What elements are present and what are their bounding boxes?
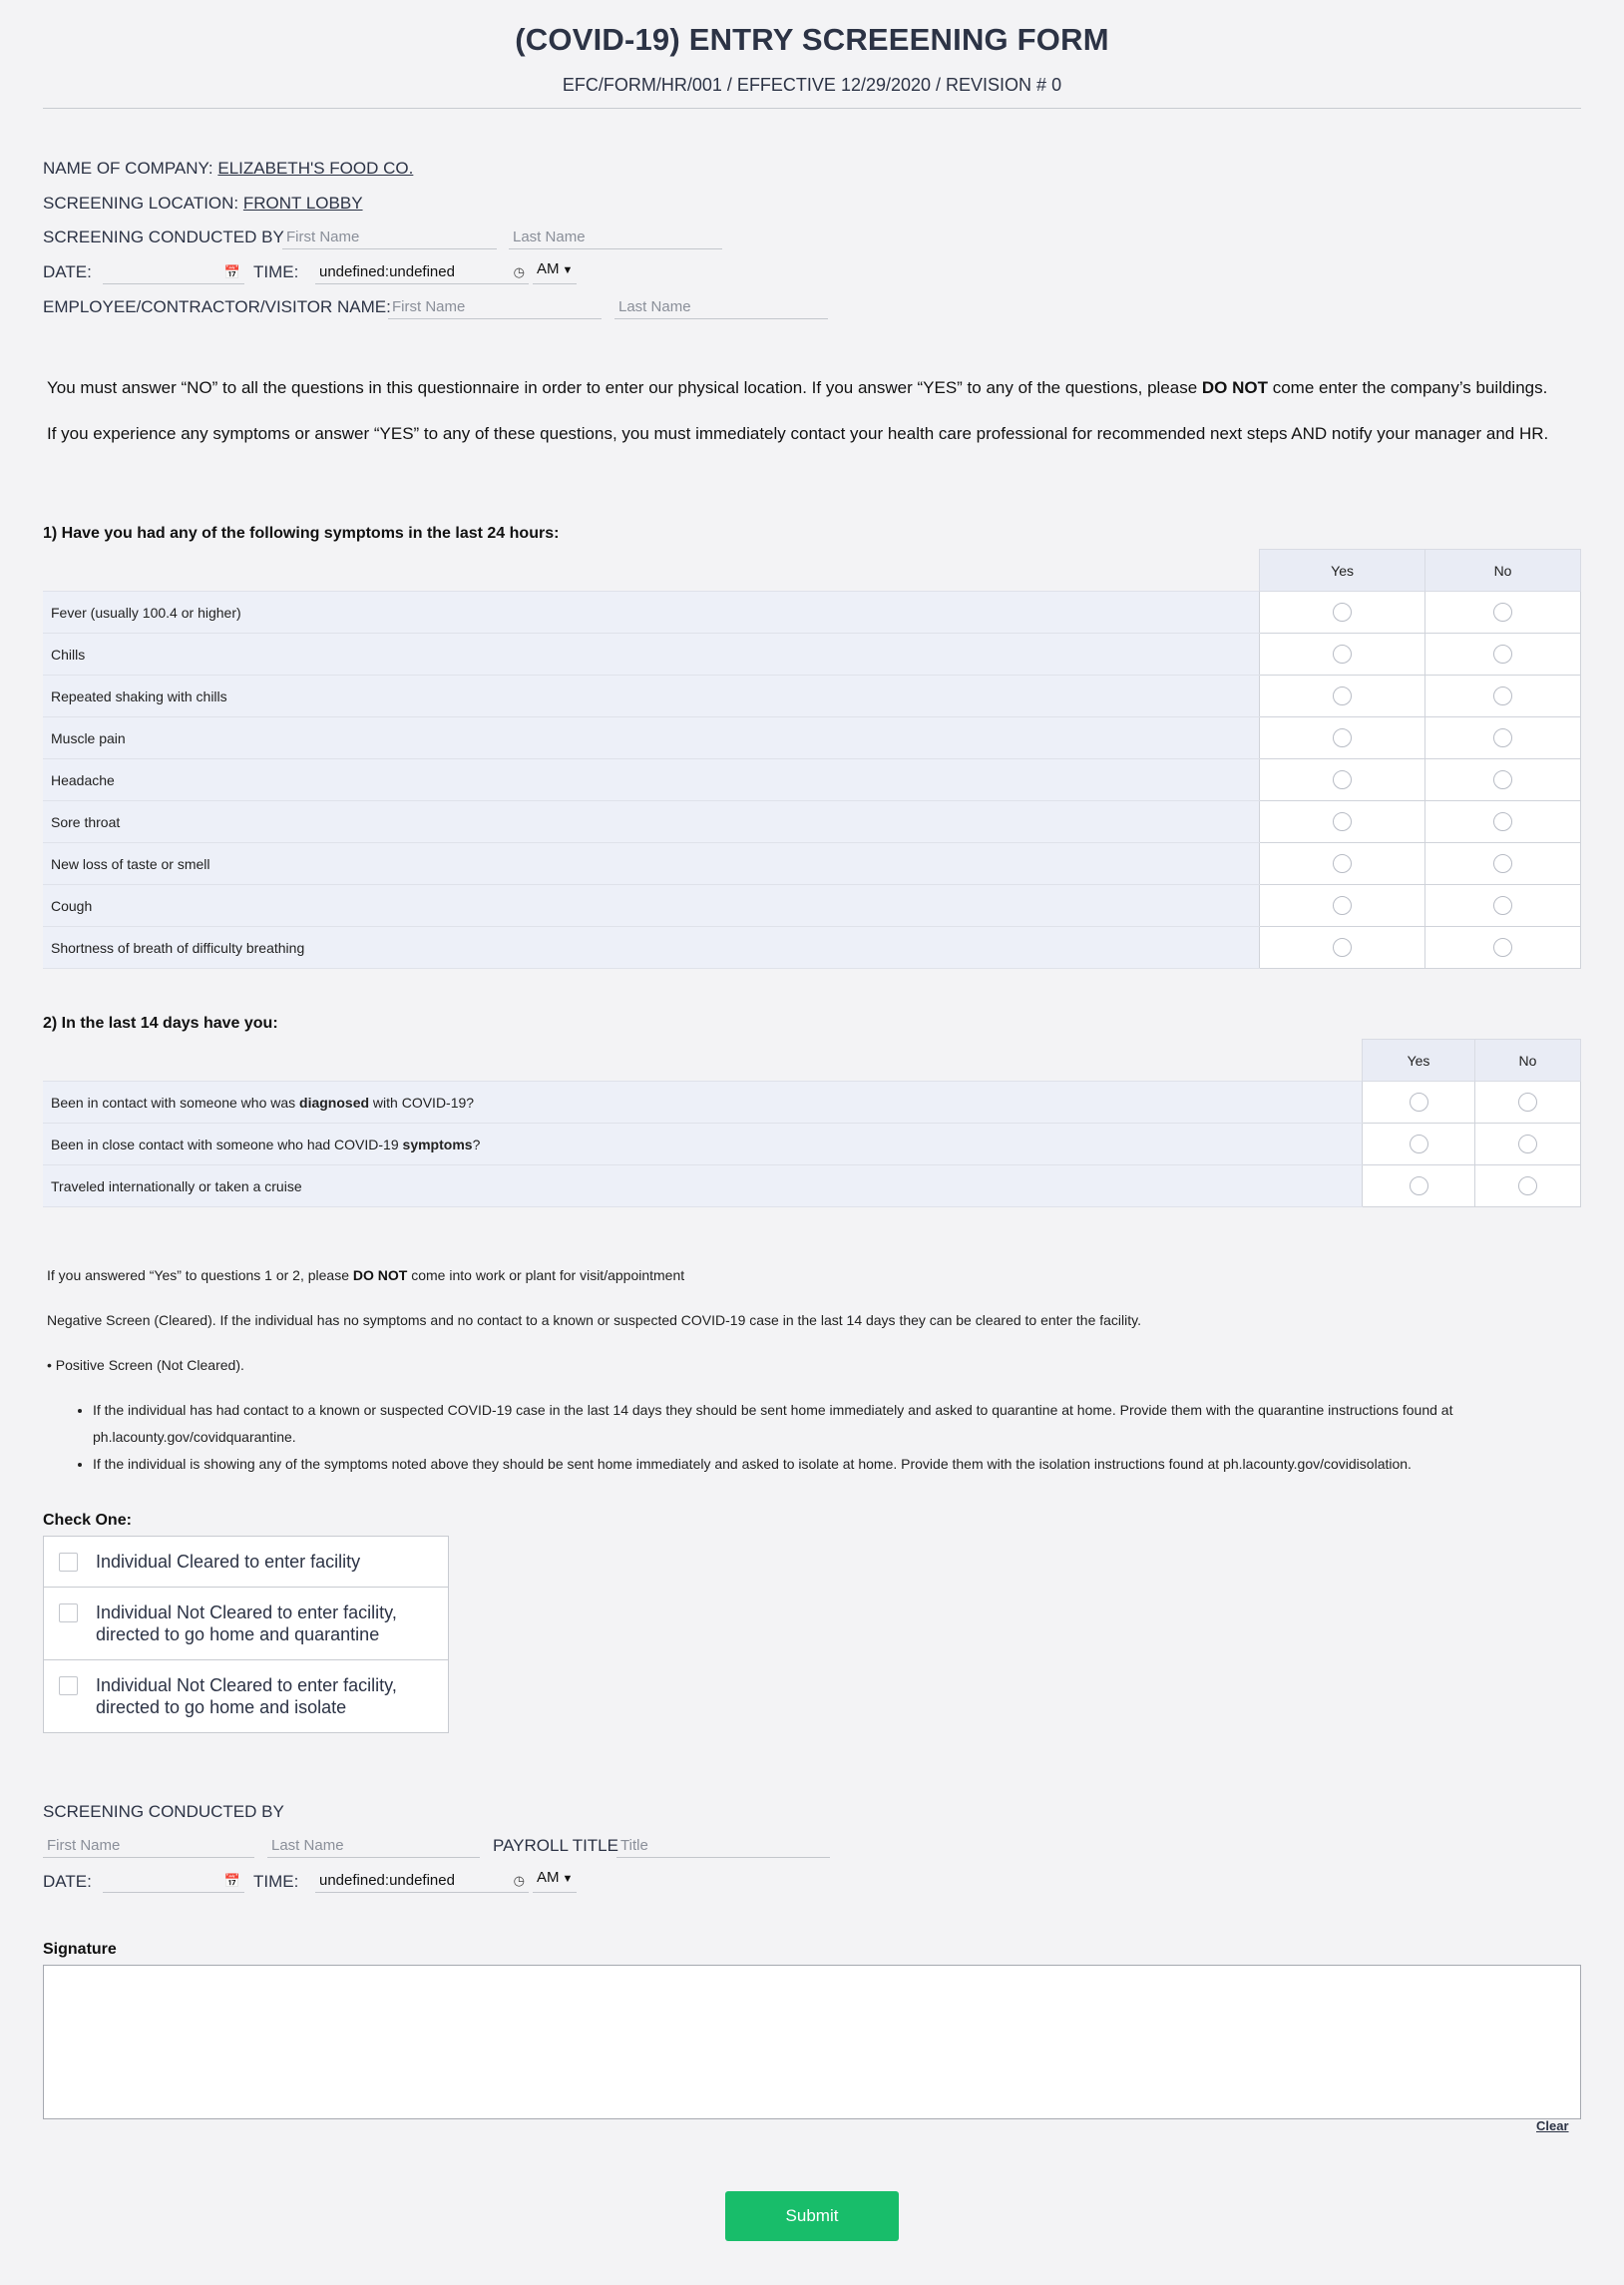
conducted-first-name-input[interactable]: [282, 226, 497, 249]
footer-conducted-by-label: SCREENING CONDUCTED BY: [43, 1802, 284, 1821]
table-row: [43, 885, 1581, 927]
table-row: [43, 843, 1581, 885]
company-value: ELIZABETH'S FOOD CO.: [217, 159, 414, 178]
exposure-row-label: Traveled internationally or taken a cruise: [43, 1165, 1363, 1207]
yes-cell: [1260, 717, 1425, 759]
calendar-icon[interactable]: 📅: [223, 1873, 240, 1888]
yes-radio[interactable]: [1333, 603, 1352, 622]
intro-paragraph-2: If you experience any symptoms or answer “YES” to any of these questions, you must immediately contact your health care professional for recommended next steps AND notify your manager and HR.: [47, 424, 1549, 443]
no-radio[interactable]: [1493, 728, 1512, 747]
yes-cell: [1260, 885, 1425, 927]
table-row: [43, 1165, 1581, 1207]
yes-radio[interactable]: [1333, 812, 1352, 831]
checkbox-option-cleared[interactable]: [44, 1537, 448, 1588]
submit-button[interactable]: Submit: [725, 2191, 899, 2241]
symptoms-table: [43, 549, 1581, 969]
yes-cell: [1260, 801, 1425, 843]
list-item: • If the individual is showing any of the symptoms noted above they should be sent home immediately and asked to isolate at home. Provide them with the isolation instructions found at ph.lacounty.gov/covidisolation.: [93, 1451, 1584, 1478]
symptom-row-label: Headache: [43, 759, 1260, 801]
yes-cell: [1260, 676, 1425, 717]
note-do-not-enter: [47, 1262, 1583, 1289]
yes-cell: [1363, 1165, 1475, 1207]
footer-last-name-input[interactable]: [267, 1834, 480, 1858]
intro-p1-text: You must answer “NO” to all the questions in this questionnaire in order to enter our physical location. If you answer “YES” to any of the questions, please: [47, 378, 1202, 397]
company-label: NAME OF COMPANY:: [43, 159, 213, 178]
form-title: (COVID-19) ENTRY SCREEENING FORM: [515, 22, 1109, 57]
symptom-row-label: Chills: [43, 634, 1260, 676]
no-radio[interactable]: [1493, 603, 1512, 622]
note-text-end: come into work or plant for visit/appointment: [407, 1267, 685, 1283]
symptoms-header-blank: [43, 550, 1260, 592]
no-cell: [1425, 676, 1581, 717]
question-2-title: 2) In the last 14 days have you:: [43, 1015, 278, 1032]
checkbox[interactable]: [59, 1553, 78, 1572]
yes-radio[interactable]: [1333, 938, 1352, 957]
checkbox-option-quarantine[interactable]: [44, 1588, 448, 1660]
check-one-title: Check One:: [43, 1512, 132, 1529]
yes-cell: [1260, 759, 1425, 801]
signature-pad[interactable]: [43, 1965, 1581, 2119]
row-text: Been in close contact with someone who had COVID-19: [51, 1136, 403, 1152]
symptoms-col-no: No: [1425, 550, 1581, 592]
person-last-name-input[interactable]: [614, 295, 828, 319]
intro-p1-bold: DO NOT: [1201, 378, 1268, 397]
table-row: [43, 759, 1581, 801]
person-first-name-input[interactable]: [388, 295, 602, 319]
note-positive-screen: • Positive Screen (Not Cleared).: [47, 1357, 244, 1373]
footer-time-value: undefined:undefined: [319, 1872, 455, 1889]
no-radio[interactable]: [1493, 686, 1512, 705]
no-radio[interactable]: [1518, 1135, 1537, 1153]
row-text-end: with COVID-19?: [369, 1094, 475, 1111]
check-one-group: [43, 1536, 449, 1733]
clear-signature-link[interactable]: Clear: [1536, 2118, 1569, 2133]
question-1-title: 1) Have you had any of the following symptoms in the last 24 hours:: [43, 525, 560, 542]
checkbox[interactable]: [59, 1603, 78, 1622]
row-text: Been in contact with someone who was: [51, 1094, 300, 1111]
no-cell: [1425, 592, 1581, 634]
table-row: [43, 634, 1581, 676]
exposure-table: [43, 1039, 1581, 1207]
yes-cell: [1260, 927, 1425, 969]
yes-radio[interactable]: [1333, 770, 1352, 789]
date-input[interactable]: [103, 260, 244, 284]
checkbox-label: Individual Not Cleared to enter facility, directed to go home and quarantine: [96, 1602, 397, 1644]
yes-radio[interactable]: [1410, 1135, 1428, 1153]
footer-first-name-input[interactable]: [43, 1834, 254, 1858]
note-bold: DO NOT: [352, 1267, 408, 1283]
symptom-row-label: Cough: [43, 885, 1260, 927]
time-input[interactable]: [315, 260, 529, 284]
yes-radio[interactable]: [1333, 686, 1352, 705]
exposure-col-no: No: [1475, 1040, 1581, 1082]
payroll-title-input[interactable]: [616, 1834, 830, 1858]
conducted-by-label: SCREENING CONDUCTED BY: [43, 228, 284, 246]
yes-radio[interactable]: [1333, 728, 1352, 747]
checkbox-option-isolate[interactable]: [44, 1660, 448, 1732]
yes-cell: [1363, 1124, 1475, 1165]
no-radio[interactable]: [1493, 812, 1512, 831]
yes-radio[interactable]: [1410, 1176, 1428, 1195]
table-row: [43, 801, 1581, 843]
symptom-row-label: Repeated shaking with chills: [43, 676, 1260, 717]
row-text-end: ?: [472, 1136, 481, 1152]
list-item: • If the individual has had contact to a known or suspected COVID-19 case in the last 14 days they should be sent home immediately and asked to quarantine at home. Provide them with the quarantine instructions found at ph.lacounty.gov/covidquarantine.: [93, 1397, 1584, 1451]
payroll-title-label: PAYROLL TITLE: [493, 1836, 618, 1855]
yes-radio[interactable]: [1333, 645, 1352, 664]
location-value: FRONT LOBBY: [242, 194, 363, 213]
footer-ampm-select[interactable]: [533, 1869, 577, 1893]
no-cell: [1475, 1124, 1581, 1165]
symptom-row-label: New loss of taste or smell: [43, 843, 1260, 885]
no-cell: [1425, 717, 1581, 759]
no-cell: [1475, 1082, 1581, 1124]
positive-screen-list: [43, 1397, 1584, 1478]
no-cell: [1425, 634, 1581, 676]
table-row: [43, 717, 1581, 759]
symptom-row-label: Sore throat: [43, 801, 1260, 843]
exposure-row-label: [43, 1082, 1363, 1124]
time-value: undefined:undefined: [319, 263, 455, 280]
caret-down-icon: ▼: [559, 264, 574, 276]
intro-p1-text-end: come enter the company’s buildings.: [1268, 378, 1548, 397]
table-row: [43, 676, 1581, 717]
form-subtitle: EFC/FORM/HR/001 / EFFECTIVE 12/29/2020 / REVISION # 0: [562, 75, 1062, 95]
yes-cell: [1260, 843, 1425, 885]
no-cell: [1425, 885, 1581, 927]
footer-time-label: TIME:: [253, 1872, 299, 1891]
header-divider: [43, 108, 1581, 109]
clock-icon: ◷: [513, 264, 525, 279]
note-negative-screen: Negative Screen (Cleared). If the individual has no symptoms and no contact to a known or suspected COVID-19 case in the last 14 days they can be cleared to enter the facility.: [47, 1312, 1141, 1328]
caret-down-icon: ▼: [559, 1873, 574, 1885]
footer-ampm-value: AM: [537, 1869, 560, 1886]
table-row: [43, 592, 1581, 634]
conducted-last-name-input[interactable]: [509, 226, 722, 249]
date-label: DATE:: [43, 262, 92, 281]
row-text-bold: symptoms: [402, 1136, 473, 1152]
row-text-bold: diagnosed: [299, 1094, 370, 1111]
yes-cell: [1260, 634, 1425, 676]
time-label: TIME:: [253, 262, 299, 281]
yes-cell: [1260, 592, 1425, 634]
yes-cell: [1363, 1082, 1475, 1124]
symptom-row-label: Shortness of breath of difficulty breathing: [43, 927, 1260, 969]
symptoms-col-yes: Yes: [1260, 550, 1425, 592]
intro-paragraph-1: [47, 374, 1583, 402]
person-name-label: EMPLOYEE/CONTRACTOR/VISITOR NAME:: [43, 297, 391, 316]
footer-date-input[interactable]: [103, 1869, 244, 1893]
yes-radio[interactable]: [1410, 1093, 1428, 1112]
symptom-row-label: Muscle pain: [43, 717, 1260, 759]
checkbox-label: Individual Not Cleared to enter facility, directed to go home and isolate: [96, 1675, 397, 1717]
no-radio[interactable]: [1493, 896, 1512, 915]
location-row: [43, 194, 363, 214]
no-radio[interactable]: [1493, 770, 1512, 789]
exposure-col-yes: Yes: [1363, 1040, 1475, 1082]
no-cell: [1425, 927, 1581, 969]
yes-radio[interactable]: [1333, 896, 1352, 915]
calendar-icon[interactable]: 📅: [223, 264, 240, 279]
no-radio[interactable]: [1493, 938, 1512, 957]
no-radio[interactable]: [1518, 1093, 1537, 1112]
symptom-row-label: Fever (usually 100.4 or higher): [43, 592, 1260, 634]
ampm-value: AM: [537, 260, 560, 277]
table-row: [43, 1124, 1581, 1165]
table-row: [43, 927, 1581, 969]
no-radio[interactable]: [1493, 645, 1512, 664]
no-radio[interactable]: [1518, 1176, 1537, 1195]
yes-radio[interactable]: [1333, 854, 1352, 873]
footer-time-input[interactable]: [315, 1869, 529, 1893]
no-cell: [1425, 843, 1581, 885]
no-cell: [1425, 801, 1581, 843]
no-cell: [1425, 759, 1581, 801]
checkbox[interactable]: [59, 1676, 78, 1695]
footer-date-label: DATE:: [43, 1872, 92, 1891]
exposure-header-blank: [43, 1040, 1363, 1082]
company-row: [43, 159, 413, 179]
no-cell: [1475, 1165, 1581, 1207]
clock-icon: ◷: [513, 1873, 525, 1888]
location-label: SCREENING LOCATION:: [43, 194, 239, 213]
note-text: If you answered “Yes” to questions 1 or 2, please: [47, 1267, 353, 1283]
exposure-row-label: [43, 1124, 1363, 1165]
checkbox-label: Individual Cleared to enter facility: [96, 1552, 361, 1572]
signature-label: Signature: [43, 1941, 117, 1958]
ampm-select[interactable]: [533, 260, 577, 284]
no-radio[interactable]: [1493, 854, 1512, 873]
table-row: [43, 1082, 1581, 1124]
